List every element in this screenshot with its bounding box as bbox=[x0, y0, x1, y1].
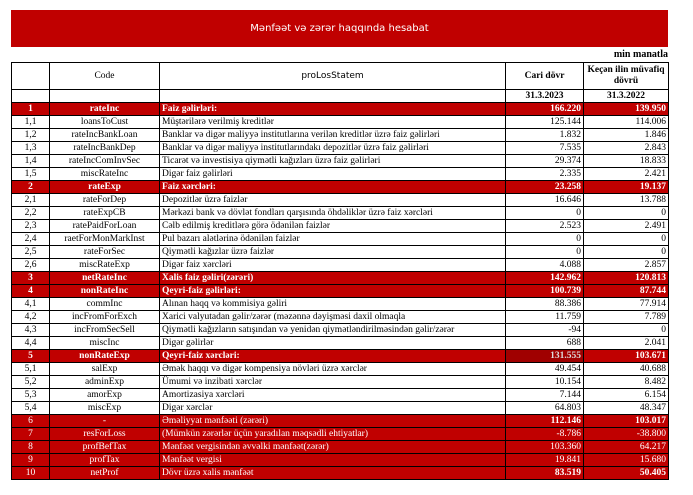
row-code[interactable]: netRateInc bbox=[50, 272, 160, 285]
table-row bbox=[12, 194, 669, 207]
row-label[interactable]: Digər faiz gəlirləri bbox=[160, 168, 506, 181]
row-previous-value[interactable]: 15.680 bbox=[584, 454, 669, 467]
row-previous-value[interactable]: 2.491 bbox=[584, 220, 669, 233]
row-code[interactable]: nonRateInc bbox=[50, 285, 160, 298]
unit-label: min manatla bbox=[613, 49, 668, 60]
row-label[interactable]: Mənfəət vergisi bbox=[160, 454, 506, 467]
row-previous-value[interactable]: 114.006 bbox=[584, 116, 669, 129]
row-code[interactable]: - bbox=[50, 415, 160, 428]
row-number[interactable]: 2,6 bbox=[12, 259, 50, 272]
row-label[interactable]: Qiymətli kağızlar üzrə faizlər bbox=[160, 246, 506, 259]
row-number[interactable]: 2,4 bbox=[12, 233, 50, 246]
row-code[interactable]: adminExp bbox=[50, 376, 160, 389]
table-row bbox=[12, 441, 669, 454]
row-previous-value[interactable]: 2.843 bbox=[584, 142, 669, 155]
row-previous-value[interactable]: 77.914 bbox=[584, 298, 669, 311]
row-current-value[interactable]: 49.454 bbox=[506, 363, 584, 376]
row-code[interactable]: rateExp bbox=[50, 181, 160, 194]
row-current-value[interactable]: 4.088 bbox=[506, 259, 584, 272]
table-row bbox=[12, 272, 669, 285]
row-code[interactable]: netProf bbox=[50, 467, 160, 480]
header-row bbox=[12, 63, 669, 90]
row-number[interactable]: 5 bbox=[12, 350, 50, 363]
row-code[interactable]: rateIncComInvSec bbox=[50, 155, 160, 168]
row-code[interactable]: miscExp bbox=[50, 402, 160, 415]
row-number[interactable]: 9 bbox=[12, 454, 50, 467]
row-label[interactable]: Amortizasiya xərcləri bbox=[160, 389, 506, 402]
row-number[interactable]: 5,3 bbox=[12, 389, 50, 402]
row-current-value[interactable]: 11.759 bbox=[506, 311, 584, 324]
row-code[interactable]: miscRateExp bbox=[50, 259, 160, 272]
row-number[interactable]: 2,5 bbox=[12, 246, 50, 259]
header-code: Code bbox=[50, 63, 160, 90]
row-previous-value[interactable]: 103.017 bbox=[584, 415, 669, 428]
row-code[interactable]: rateInc bbox=[50, 103, 160, 116]
row-current-value[interactable]: 103.360 bbox=[506, 441, 584, 454]
row-previous-value[interactable]: 1.846 bbox=[584, 129, 669, 142]
table-row bbox=[12, 155, 669, 168]
row-label[interactable]: Cəlb edilmiş kreditlərə görə ödənilən faizlər bbox=[160, 220, 506, 233]
row-code[interactable]: rateIncBankDep bbox=[50, 142, 160, 155]
row-number[interactable]: 1,3 bbox=[12, 142, 50, 155]
row-label[interactable]: Müştərilərə verilmiş kreditlər bbox=[160, 116, 506, 129]
row-previous-value[interactable]: 0 bbox=[584, 233, 669, 246]
row-number[interactable]: 1,1 bbox=[12, 116, 50, 129]
row-label[interactable]: Əməliyyat mənfəəti (zərəri) bbox=[160, 415, 506, 428]
row-current-value[interactable]: 112.146 bbox=[506, 415, 584, 428]
row-number[interactable]: 5,1 bbox=[12, 363, 50, 376]
row-label[interactable]: Mərkəzi bank və dövlət fondları qarşısında öhdəliklər üzrə faiz xərcləri bbox=[160, 207, 506, 220]
table-row bbox=[12, 103, 669, 116]
row-number[interactable]: 2,2 bbox=[12, 207, 50, 220]
row-current-value[interactable]: 88.386 bbox=[506, 298, 584, 311]
row-previous-value[interactable]: 103.671 bbox=[584, 350, 669, 363]
table-row bbox=[12, 350, 669, 363]
row-current-value[interactable]: 23.258 bbox=[506, 181, 584, 194]
dates-row bbox=[12, 90, 669, 103]
table-row bbox=[12, 389, 669, 402]
row-code[interactable]: raetForMonMarkInst bbox=[50, 233, 160, 246]
row-current-value[interactable]: 29.374 bbox=[506, 155, 584, 168]
row-number[interactable]: 8 bbox=[12, 441, 50, 454]
header-no bbox=[12, 63, 50, 90]
table-row bbox=[12, 467, 669, 480]
row-current-value[interactable]: 10.154 bbox=[506, 376, 584, 389]
row-current-value[interactable]: 19.841 bbox=[506, 454, 584, 467]
row-current-value[interactable]: 688 bbox=[506, 337, 584, 350]
report-title: Mənfəət və zərər haqqında hesabat bbox=[11, 10, 668, 47]
row-label[interactable]: Pul bazarı alətlərinə ödənilən faizlər bbox=[160, 233, 506, 246]
row-code[interactable]: incFromSecSell bbox=[50, 324, 160, 337]
row-current-value[interactable]: 2.335 bbox=[506, 168, 584, 181]
row-current-value[interactable]: 64.803 bbox=[506, 402, 584, 415]
row-current-value[interactable]: 2.523 bbox=[506, 220, 584, 233]
row-number[interactable]: 6 bbox=[12, 415, 50, 428]
row-code[interactable]: nonRateExp bbox=[50, 350, 160, 363]
row-number[interactable]: 4,1 bbox=[12, 298, 50, 311]
row-label[interactable]: Dövr üzrə xalis mənfəət bbox=[160, 467, 506, 480]
row-label[interactable]: Digər faiz xərcləri bbox=[160, 259, 506, 272]
table-row bbox=[12, 116, 669, 129]
row-code[interactable]: commInc bbox=[50, 298, 160, 311]
row-label[interactable]: Ümumi və inzibati xərclər bbox=[160, 376, 506, 389]
row-current-value[interactable]: 100.739 bbox=[506, 285, 584, 298]
row-current-value[interactable]: 0 bbox=[506, 233, 584, 246]
row-previous-value[interactable]: 2.421 bbox=[584, 168, 669, 181]
table-row bbox=[12, 168, 669, 181]
table-row bbox=[12, 207, 669, 220]
row-previous-value[interactable]: 7.789 bbox=[584, 311, 669, 324]
row-number[interactable]: 4,4 bbox=[12, 337, 50, 350]
table-row bbox=[12, 428, 669, 441]
table-row bbox=[12, 454, 669, 467]
row-previous-value[interactable]: 120.813 bbox=[584, 272, 669, 285]
row-code[interactable]: rateIncBankLoan bbox=[50, 129, 160, 142]
row-code[interactable]: resForLoss bbox=[50, 428, 160, 441]
table-row bbox=[12, 181, 669, 194]
table-row bbox=[12, 324, 669, 337]
row-current-value[interactable]: 166.220 bbox=[506, 103, 584, 116]
row-code[interactable]: profTax bbox=[50, 454, 160, 467]
row-label[interactable]: Qeyri-faiz gəlirləri: bbox=[160, 285, 506, 298]
row-code[interactable]: incFromForExch bbox=[50, 311, 160, 324]
row-label[interactable]: Digər xərclər bbox=[160, 402, 506, 415]
row-previous-value[interactable]: 2.857 bbox=[584, 259, 669, 272]
row-previous-value[interactable]: 40.688 bbox=[584, 363, 669, 376]
row-previous-value[interactable]: 50.405 bbox=[584, 467, 669, 480]
row-current-value[interactable]: 7.144 bbox=[506, 389, 584, 402]
table-row bbox=[12, 402, 669, 415]
row-current-value[interactable]: 7.535 bbox=[506, 142, 584, 155]
row-current-value[interactable]: 0 bbox=[506, 207, 584, 220]
row-current-value[interactable]: 0 bbox=[506, 246, 584, 259]
row-label[interactable]: Digər gəlirlər bbox=[160, 337, 506, 350]
row-number[interactable]: 2,3 bbox=[12, 220, 50, 233]
date-current: 31.3.2023 bbox=[506, 90, 584, 103]
header-statement: proLosStatem bbox=[160, 63, 506, 90]
income-statement-table bbox=[11, 62, 669, 480]
row-number[interactable]: 5,4 bbox=[12, 402, 50, 415]
row-current-value[interactable]: 83.519 bbox=[506, 467, 584, 480]
row-current-value[interactable]: 125.144 bbox=[506, 116, 584, 129]
row-previous-value[interactable]: -38.800 bbox=[584, 428, 669, 441]
row-current-value[interactable]: -8.786 bbox=[506, 428, 584, 441]
row-label[interactable]: Xarici valyutadan gəlir/zərər (məzənnə dəyişməsi daxil olmaqla bbox=[160, 311, 506, 324]
row-code[interactable]: ratePaidForLoan bbox=[50, 220, 160, 233]
row-number[interactable]: 4,3 bbox=[12, 324, 50, 337]
row-previous-value[interactable]: 0 bbox=[584, 246, 669, 259]
table-row bbox=[12, 233, 669, 246]
row-previous-value[interactable]: 64.217 bbox=[584, 441, 669, 454]
row-label[interactable]: Qiymətli kağızların satışından və yenidən qiymətləndirilməsindən gəlir/zərər bbox=[160, 324, 506, 337]
row-previous-value[interactable]: 19.137 bbox=[584, 181, 669, 194]
row-number[interactable]: 1,4 bbox=[12, 155, 50, 168]
row-label[interactable]: Mənfəət vergisindən əvvəlki mənfəət(zərər) bbox=[160, 441, 506, 454]
table-row bbox=[12, 415, 669, 428]
row-number[interactable]: 1 bbox=[12, 103, 50, 116]
row-number[interactable]: 1,2 bbox=[12, 129, 50, 142]
row-previous-value[interactable]: 48.347 bbox=[584, 402, 669, 415]
table-row bbox=[12, 259, 669, 272]
row-number[interactable]: 10 bbox=[12, 467, 50, 480]
row-label[interactable]: Faiz xərcləri: bbox=[160, 181, 506, 194]
row-label[interactable]: Qeyri-faiz xərcləri: bbox=[160, 350, 506, 363]
row-number[interactable]: 4 bbox=[12, 285, 50, 298]
row-code[interactable]: profBefTax bbox=[50, 441, 160, 454]
row-label[interactable]: Alınan haqq və kommisiya gəliri bbox=[160, 298, 506, 311]
row-number[interactable]: 2 bbox=[12, 181, 50, 194]
row-label[interactable]: (Mümkün zərərlər üçün yaradılan məqsədli ehtiyatlar) bbox=[160, 428, 506, 441]
row-previous-value[interactable]: 87.744 bbox=[584, 285, 669, 298]
row-code[interactable]: rateExpCB bbox=[50, 207, 160, 220]
row-label[interactable]: Xalis faiz gəliri(zərəri) bbox=[160, 272, 506, 285]
row-current-value[interactable]: 1.832 bbox=[506, 129, 584, 142]
row-label[interactable]: Banklar və digər maliyyə institutlarına verilən kreditlər üzrə faiz gəlirləri bbox=[160, 129, 506, 142]
row-current-value[interactable]: 142.962 bbox=[506, 272, 584, 285]
row-current-value[interactable]: -94 bbox=[506, 324, 584, 337]
header-previous: Keçən ilin müvafiq dövrü bbox=[584, 63, 669, 90]
row-label[interactable]: Depozitlər üzrə faizlər bbox=[160, 194, 506, 207]
header-current: Cari dövr bbox=[506, 63, 584, 90]
row-number[interactable]: 1,5 bbox=[12, 168, 50, 181]
row-previous-value[interactable]: 139.950 bbox=[584, 103, 669, 116]
table-row bbox=[12, 376, 669, 389]
row-label[interactable]: Faiz gəlirləri: bbox=[160, 103, 506, 116]
row-number[interactable]: 5,2 bbox=[12, 376, 50, 389]
row-previous-value[interactable]: 18.833 bbox=[584, 155, 669, 168]
row-label[interactable]: Banklar və digər maliyyə institutlarındakı depozitlər üzrə faiz gəlirləri bbox=[160, 142, 506, 155]
row-label[interactable]: Əmək haqqı və digər kompensiya növləri üzrə xərclər bbox=[160, 363, 506, 376]
table-row bbox=[12, 142, 669, 155]
table-row bbox=[12, 285, 669, 298]
table-row bbox=[12, 311, 669, 324]
row-previous-value[interactable]: 13.788 bbox=[584, 194, 669, 207]
row-previous-value[interactable]: 6.154 bbox=[584, 389, 669, 402]
row-current-value[interactable]: 131.555 bbox=[506, 350, 584, 363]
table-row bbox=[12, 129, 669, 142]
row-current-value[interactable]: 16.646 bbox=[506, 194, 584, 207]
date-previous: 31.3.2022 bbox=[584, 90, 669, 103]
row-number[interactable]: 4,2 bbox=[12, 311, 50, 324]
row-code[interactable]: miscInc bbox=[50, 337, 160, 350]
row-previous-value[interactable]: 0 bbox=[584, 207, 669, 220]
row-number[interactable]: 2,1 bbox=[12, 194, 50, 207]
table-row bbox=[12, 337, 669, 350]
row-label[interactable]: Ticarət və investisiya qiymətli kağızları üzrə faiz gəlirləri bbox=[160, 155, 506, 168]
row-code[interactable]: salExp bbox=[50, 363, 160, 376]
row-previous-value[interactable]: 0 bbox=[584, 324, 669, 337]
row-code[interactable]: rateForDep bbox=[50, 194, 160, 207]
table-row bbox=[12, 246, 669, 259]
row-code[interactable]: rateForSec bbox=[50, 246, 160, 259]
table-row bbox=[12, 363, 669, 376]
row-previous-value[interactable]: 2.041 bbox=[584, 337, 669, 350]
row-code[interactable]: amorExp bbox=[50, 389, 160, 402]
row-number[interactable]: 3 bbox=[12, 272, 50, 285]
row-code[interactable]: miscRateInc bbox=[50, 168, 160, 181]
table-row bbox=[12, 298, 669, 311]
table-row bbox=[12, 220, 669, 233]
row-code[interactable]: loansToCust bbox=[50, 116, 160, 129]
row-number[interactable]: 7 bbox=[12, 428, 50, 441]
row-previous-value[interactable]: 8.482 bbox=[584, 376, 669, 389]
